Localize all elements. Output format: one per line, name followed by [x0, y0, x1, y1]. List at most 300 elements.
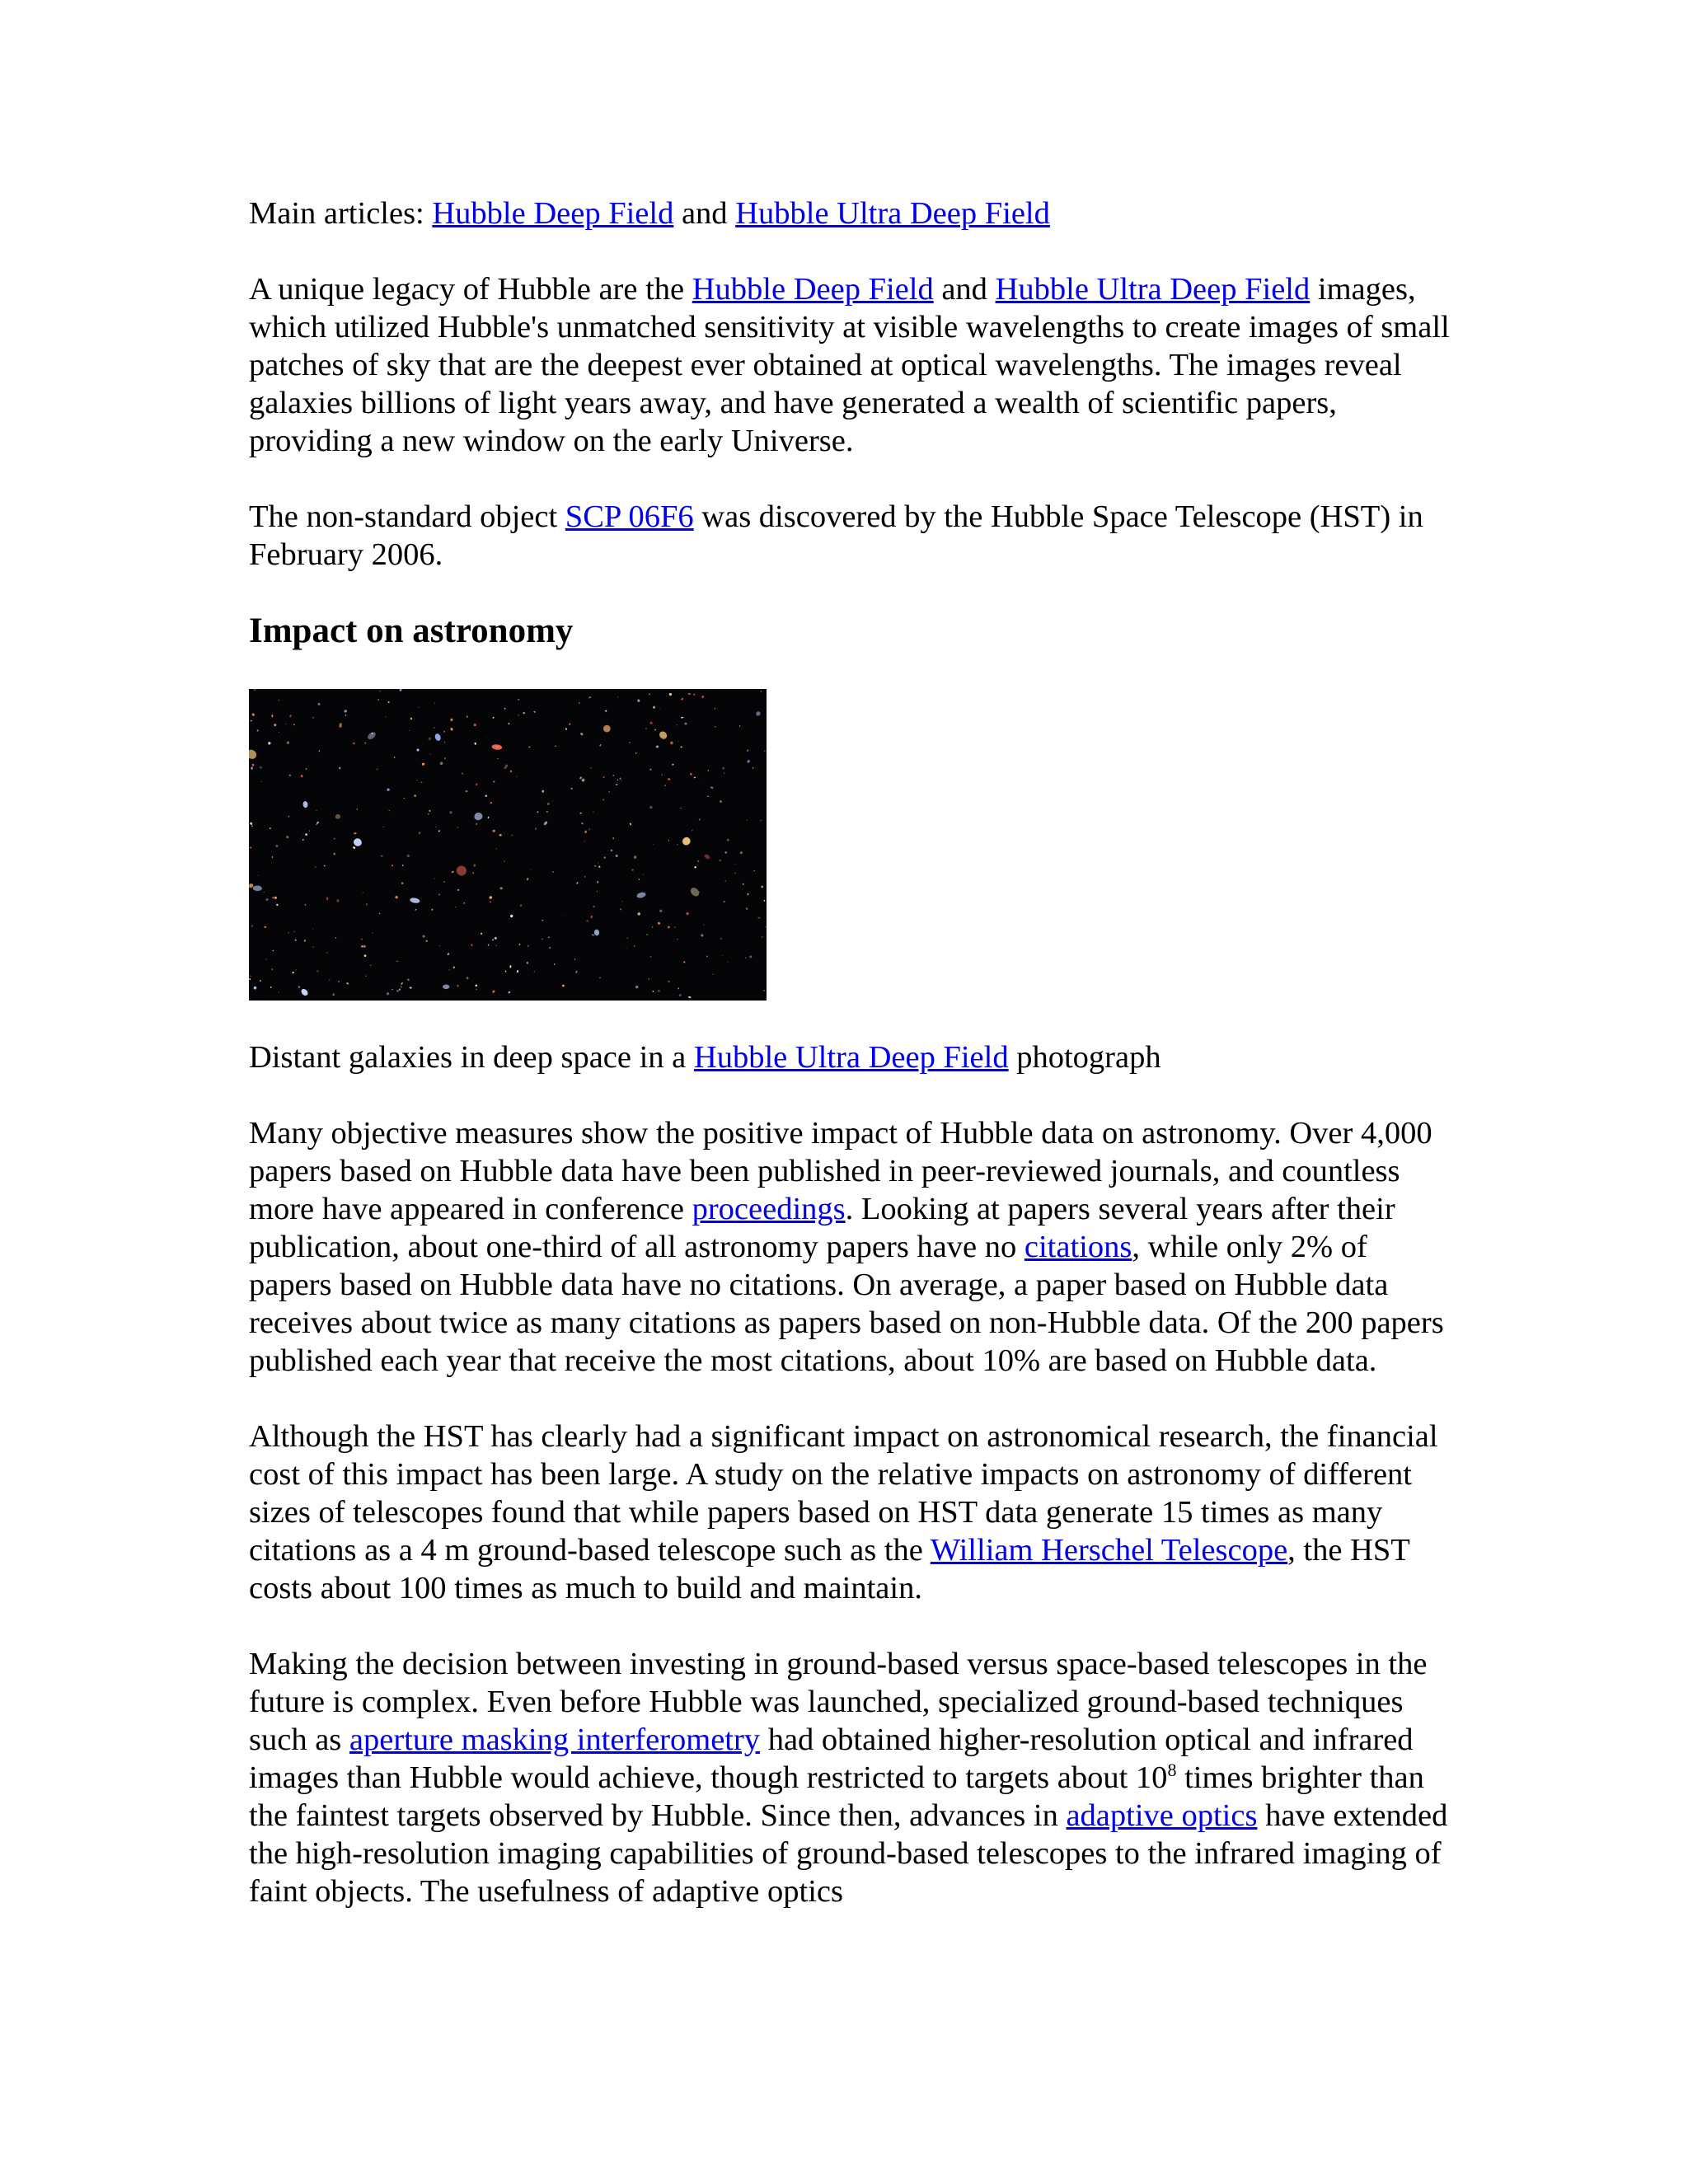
main-articles-line: Main articles: Hubble Deep Field and Hubble Ultra Deep Field	[249, 196, 1050, 231]
star-mark	[579, 702, 580, 704]
star-mark	[450, 718, 453, 721]
galaxy-mark	[443, 985, 449, 990]
star-mark	[574, 958, 576, 960]
star-mark	[452, 966, 455, 968]
star-mark	[379, 690, 381, 692]
star-mark	[251, 763, 254, 766]
star-mark	[261, 781, 263, 782]
star-mark	[588, 828, 590, 831]
star-mark	[387, 788, 390, 791]
star-mark	[570, 787, 573, 790]
galaxy-mark	[339, 723, 342, 728]
star-mark	[363, 954, 367, 957]
star-mark	[396, 990, 399, 992]
star-mark	[526, 878, 528, 881]
star-mark	[714, 707, 715, 709]
star-mark	[635, 986, 639, 989]
star-mark	[274, 724, 277, 727]
star-mark	[745, 907, 748, 911]
star-mark	[318, 750, 320, 752]
galaxy-mark	[300, 987, 309, 996]
star-mark	[699, 818, 701, 820]
star-mark	[659, 909, 663, 913]
star-mark	[400, 986, 402, 988]
star-mark	[495, 944, 497, 946]
star-mark	[684, 722, 687, 724]
star-mark	[546, 811, 548, 813]
star-mark	[416, 748, 420, 752]
star-mark	[494, 936, 497, 940]
star-mark	[439, 762, 443, 765]
star-mark	[288, 815, 290, 818]
star-mark	[304, 904, 306, 906]
galaxy-mark	[410, 898, 420, 904]
star-mark	[450, 728, 453, 731]
star-mark	[757, 917, 760, 919]
star-mark	[555, 745, 556, 747]
star-mark	[650, 956, 652, 957]
star-mark	[274, 896, 278, 899]
star-mark	[723, 901, 725, 903]
paragraph-scp06f6: The non-standard object SCP 06F6 was discovered by the Hubble Space Telescope (HST) in February 2006.	[249, 499, 1423, 572]
star-mark	[680, 746, 682, 748]
star-mark	[388, 810, 390, 812]
star-mark	[418, 832, 420, 835]
star-mark	[276, 903, 279, 906]
star-mark	[316, 821, 320, 824]
star-mark	[487, 944, 489, 946]
star-mark	[576, 882, 579, 884]
star-mark	[765, 926, 767, 927]
star-mark	[499, 834, 502, 837]
star-mark	[517, 776, 518, 777]
galaxy-mark	[352, 837, 363, 848]
star-mark	[761, 936, 762, 938]
star-mark	[480, 932, 482, 935]
star-mark	[630, 823, 632, 826]
star-mark	[490, 802, 492, 804]
star-mark	[420, 781, 423, 783]
figure-caption: Distant galaxies in deep space in a Hubble Ultra Deep Field photograph	[249, 1040, 1161, 1075]
link-hubble-ultra-deep-field[interactable]: Hubble Ultra Deep Field	[735, 196, 1050, 231]
star-mark	[599, 977, 601, 979]
star-mark	[533, 971, 535, 972]
star-mark	[250, 822, 253, 825]
star-mark	[722, 955, 723, 956]
star-mark	[426, 940, 428, 942]
star-mark	[701, 934, 704, 937]
star-mark	[496, 848, 498, 850]
star-mark	[473, 724, 476, 727]
star-mark	[593, 906, 595, 908]
star-mark	[409, 987, 412, 989]
star-mark	[434, 878, 435, 879]
star-mark	[399, 689, 402, 691]
star-mark	[658, 921, 661, 925]
star-mark	[579, 732, 584, 736]
star-mark	[302, 839, 304, 841]
star-mark	[317, 702, 321, 705]
star-mark	[688, 996, 692, 999]
star-mark	[473, 864, 476, 867]
star-mark	[706, 955, 708, 957]
paragraph-impact: Many objective measures show the positive impact of Hubble data on astronomy. Over 4,000 papers based on Hubble data have been published in peer-reviewed journals, and countless more have appeared in conference proceedings. Looking at papers several years after their publication, about one-third of all astronomy papers have no citations, while only 2% of papers based on Hubble data have no citations. On average, a paper based on Hubble data receives about twice as many citations as papers based on non-Hubble data. Of the 200 papers published each year that receive the most citations, about 10% are based on Hubble data.	[249, 1116, 1444, 1378]
star-mark	[353, 742, 355, 744]
star-mark	[510, 770, 512, 772]
star-mark	[353, 846, 356, 850]
star-mark	[301, 775, 303, 778]
star-mark	[694, 866, 696, 869]
article-body	[249, 194, 1452, 1910]
star-mark	[392, 988, 393, 990]
star-mark	[312, 928, 313, 930]
link-proceedings[interactable]: proceedings	[692, 1192, 846, 1226]
star-mark	[590, 766, 593, 768]
galaxy-mark	[704, 854, 711, 860]
star-mark	[273, 950, 274, 951]
star-mark	[720, 800, 723, 804]
star-mark	[259, 766, 262, 769]
star-mark	[298, 986, 301, 987]
galaxy-mark	[454, 864, 468, 878]
galaxy-mark	[473, 812, 483, 822]
star-mark	[645, 728, 647, 729]
star-mark	[258, 875, 259, 876]
star-mark	[444, 742, 445, 743]
star-mark	[678, 987, 679, 989]
star-mark	[386, 991, 390, 996]
star-mark	[511, 835, 513, 837]
star-mark	[316, 970, 319, 972]
galaxy-mark	[602, 724, 612, 733]
star-mark	[335, 937, 336, 939]
paragraph-deep-field: A unique legacy of Hubble are the Hubble Deep Field and Hubble Ultra Deep Field images, which utilized Hubble's unmatched sensitivity at visible wavelengths to create images of small patches of sky that are the deepest ever obtained at optical wavelengths. The images reveal galaxies billions of light years away, and have generated a wealth of scientific papers, providing a new window on the early Universe.	[249, 272, 1450, 458]
star-mark	[357, 808, 358, 810]
star-mark	[434, 702, 435, 704]
star-mark	[710, 786, 714, 790]
star-mark	[542, 790, 544, 793]
star-mark	[686, 912, 690, 916]
star-mark	[504, 832, 505, 833]
star-mark	[668, 778, 670, 780]
star-mark	[295, 969, 297, 971]
star-mark	[746, 749, 748, 752]
star-mark	[586, 920, 589, 922]
star-mark	[251, 720, 252, 722]
star-mark	[449, 811, 452, 815]
star-mark	[466, 977, 469, 980]
star-mark	[608, 791, 610, 793]
star-mark	[605, 710, 607, 712]
star-mark	[653, 706, 655, 709]
star-mark	[265, 898, 269, 901]
star-mark	[693, 694, 695, 696]
star-mark	[724, 880, 725, 882]
star-mark	[462, 772, 464, 775]
paragraph-cost: Although the HST has clearly had a significant impact on astronomical research, the financial cost of this impact has been large. A study on the relative impacts on astronomy of different sizes of telescopes found that while papers based on HST data generate 15 times as many citations as a 4 m ground-based telescope such as the William Herschel Telescope, the HST costs about 100 times as much to build and maintain.	[249, 1419, 1438, 1605]
star-mark	[365, 975, 367, 977]
star-mark	[592, 934, 595, 936]
star-mark	[530, 869, 531, 870]
star-mark	[610, 849, 612, 851]
star-mark	[428, 813, 429, 815]
star-mark	[612, 775, 614, 776]
star-mark	[354, 832, 357, 834]
star-mark	[438, 893, 440, 895]
link-hubble-deep-field[interactable]: Hubble Deep Field	[692, 272, 934, 307]
star-mark	[633, 855, 636, 860]
galaxy-mark	[253, 885, 263, 891]
star-mark	[523, 711, 525, 714]
star-mark	[520, 904, 523, 907]
star-mark	[364, 742, 366, 743]
star-mark	[620, 908, 622, 911]
star-mark	[516, 970, 518, 973]
star-mark	[760, 691, 762, 692]
star-mark	[380, 855, 383, 857]
star-mark	[681, 697, 684, 701]
star-mark	[764, 750, 766, 752]
star-mark	[734, 872, 736, 874]
star-mark	[497, 758, 499, 759]
galaxy-mark	[302, 801, 308, 808]
star-mark	[579, 812, 582, 813]
galaxy-mark	[681, 836, 692, 847]
star-mark	[401, 882, 403, 884]
star-mark	[324, 865, 326, 866]
star-mark	[659, 709, 660, 710]
star-mark	[475, 984, 477, 987]
star-mark	[688, 693, 692, 696]
star-mark	[664, 785, 666, 786]
star-mark	[492, 829, 495, 832]
star-mark	[275, 844, 279, 847]
star-mark	[597, 881, 598, 883]
galaxy-mark	[335, 814, 340, 819]
star-mark	[272, 856, 274, 858]
star-mark	[720, 937, 723, 940]
star-mark	[457, 985, 459, 987]
star-mark	[739, 851, 743, 855]
link-adaptive-optics[interactable]: adaptive optics	[1066, 1798, 1258, 1833]
link-hubble-deep-field[interactable]: Hubble Deep Field	[432, 196, 674, 231]
star-mark	[727, 961, 729, 962]
star-mark	[581, 778, 585, 782]
star-mark	[747, 893, 749, 895]
star-mark	[518, 944, 521, 945]
star-mark	[288, 931, 290, 934]
star-mark	[377, 699, 379, 701]
star-mark	[669, 741, 673, 745]
star-mark	[286, 741, 289, 745]
star-mark	[739, 725, 740, 727]
link-aperture-masking-interferometry[interactable]: aperture masking interferometry	[349, 1722, 761, 1757]
star-mark	[474, 743, 476, 745]
star-mark	[467, 715, 468, 718]
star-mark	[443, 881, 445, 883]
star-mark	[554, 963, 556, 965]
star-mark	[763, 900, 765, 902]
link-hubble-ultra-deep-field[interactable]: Hubble Ultra Deep Field	[693, 1040, 1009, 1075]
star-mark	[256, 729, 259, 732]
star-mark	[279, 700, 280, 701]
star-mark	[303, 940, 306, 942]
star-mark	[631, 869, 634, 871]
star-mark	[345, 715, 347, 716]
galaxy-mark	[434, 733, 442, 742]
star-mark	[646, 933, 649, 935]
star-mark	[621, 780, 622, 781]
star-mark	[763, 990, 765, 991]
star-mark	[581, 823, 584, 825]
star-mark	[509, 965, 511, 968]
star-mark	[667, 926, 670, 929]
star-mark	[396, 961, 397, 962]
star-mark	[267, 741, 271, 745]
star-mark	[504, 707, 505, 709]
galaxy-mark	[755, 710, 761, 716]
star-mark	[270, 987, 272, 988]
star-mark	[747, 819, 748, 820]
star-mark	[648, 978, 649, 979]
star-mark	[414, 794, 417, 798]
star-mark	[760, 820, 761, 821]
star-mark	[272, 897, 274, 898]
star-mark	[638, 879, 640, 880]
star-mark	[692, 829, 693, 831]
star-mark	[387, 701, 390, 704]
star-mark	[761, 885, 764, 888]
star-mark	[465, 790, 467, 792]
star-mark	[677, 724, 678, 726]
star-mark	[422, 763, 424, 766]
star-mark	[489, 896, 493, 899]
star-mark	[438, 830, 440, 832]
star-mark	[747, 760, 751, 764]
star-mark	[402, 865, 404, 866]
star-mark	[415, 909, 416, 911]
star-mark	[615, 855, 618, 858]
star-mark	[251, 766, 252, 769]
star-mark	[505, 971, 507, 972]
star-mark	[336, 899, 339, 902]
star-mark	[455, 907, 457, 908]
star-mark	[429, 753, 430, 754]
star-mark	[626, 948, 627, 949]
star-mark	[385, 716, 387, 718]
star-mark	[629, 742, 631, 743]
star-mark	[251, 713, 255, 716]
star-mark	[678, 993, 682, 996]
star-mark	[363, 944, 366, 948]
link-hubble-ultra-deep-field[interactable]: Hubble Ultra Deep Field	[995, 272, 1311, 307]
link-citations[interactable]: citations	[1024, 1230, 1132, 1264]
star-mark	[677, 844, 678, 846]
star-mark	[724, 772, 725, 774]
star-mark	[312, 716, 314, 719]
star-mark	[312, 947, 313, 948]
star-mark	[653, 844, 654, 845]
star-mark	[250, 846, 251, 848]
star-mark	[745, 957, 747, 958]
star-mark	[475, 783, 478, 786]
star-mark	[548, 936, 550, 938]
star-mark	[361, 945, 363, 948]
link-scp-06f6[interactable]: SCP 06F6	[565, 499, 694, 534]
star-mark	[487, 816, 489, 818]
star-mark	[333, 852, 336, 855]
star-mark	[593, 811, 594, 813]
star-mark	[492, 716, 495, 719]
galaxy-mark	[658, 730, 668, 741]
star-mark	[668, 981, 670, 982]
star-mark	[393, 757, 395, 759]
star-mark	[403, 798, 405, 799]
star-mark	[285, 723, 286, 724]
star-mark	[361, 939, 362, 940]
star-mark	[697, 860, 700, 863]
star-mark	[398, 988, 401, 991]
star-mark	[584, 876, 585, 878]
star-mark	[264, 892, 265, 893]
star-mark	[452, 870, 455, 873]
star-mark	[286, 836, 289, 839]
star-mark	[439, 945, 440, 946]
star-mark	[305, 768, 307, 771]
star-mark	[616, 784, 618, 786]
star-mark	[652, 991, 654, 992]
star-mark	[253, 986, 257, 990]
star-mark	[590, 916, 593, 919]
galaxy-mark	[366, 731, 377, 741]
star-mark	[431, 908, 434, 911]
star-mark	[409, 730, 410, 731]
galaxy-mark	[636, 892, 647, 899]
star-mark	[726, 838, 729, 841]
star-mark	[714, 726, 715, 728]
star-mark	[603, 776, 605, 778]
star-mark	[372, 932, 373, 933]
star-mark	[661, 774, 663, 776]
star-mark	[302, 836, 303, 837]
star-mark	[672, 763, 674, 765]
main-articles-prefix: Main articles:	[249, 196, 433, 231]
star-mark	[392, 865, 393, 866]
star-mark	[635, 752, 637, 754]
star-mark	[649, 768, 652, 771]
star-mark	[249, 978, 251, 981]
star-mark	[584, 831, 587, 833]
deep-field-photograph	[249, 689, 767, 1001]
star-mark	[471, 944, 472, 946]
star-mark	[693, 776, 696, 778]
star-mark	[337, 981, 340, 983]
star-mark	[463, 902, 465, 904]
star-mark	[650, 722, 653, 724]
star-mark	[712, 973, 714, 975]
star-mark	[293, 724, 295, 725]
paragraph-ground-vs-space: Making the decision between investing in ground-based versus space-based telescopes in the future is complex. Even before Hubble was launched, specialized ground-based techniques such as aperture masking interferometry had obtained higher-resolution optical and infrared images than Hubble would achieve, though restricted to targets about $10^8$ times brighter than the faintest targets observed by Hubble. Since then, advances in adaptive optics have extended the high-resolution imaging capabilities of ground-based telescopes to the infrared imaging of faint objects. The usefulness of adaptive optics	[249, 1647, 1448, 1909]
star-mark	[542, 920, 543, 921]
link-william-herschel-telescope[interactable]: William Herschel Telescope	[930, 1533, 1288, 1568]
star-mark	[401, 982, 403, 986]
star-mark	[508, 723, 509, 724]
star-mark	[485, 794, 487, 797]
star-mark	[594, 865, 596, 867]
star-mark	[654, 729, 656, 730]
galaxy-mark	[543, 821, 548, 826]
star-mark	[264, 926, 266, 928]
